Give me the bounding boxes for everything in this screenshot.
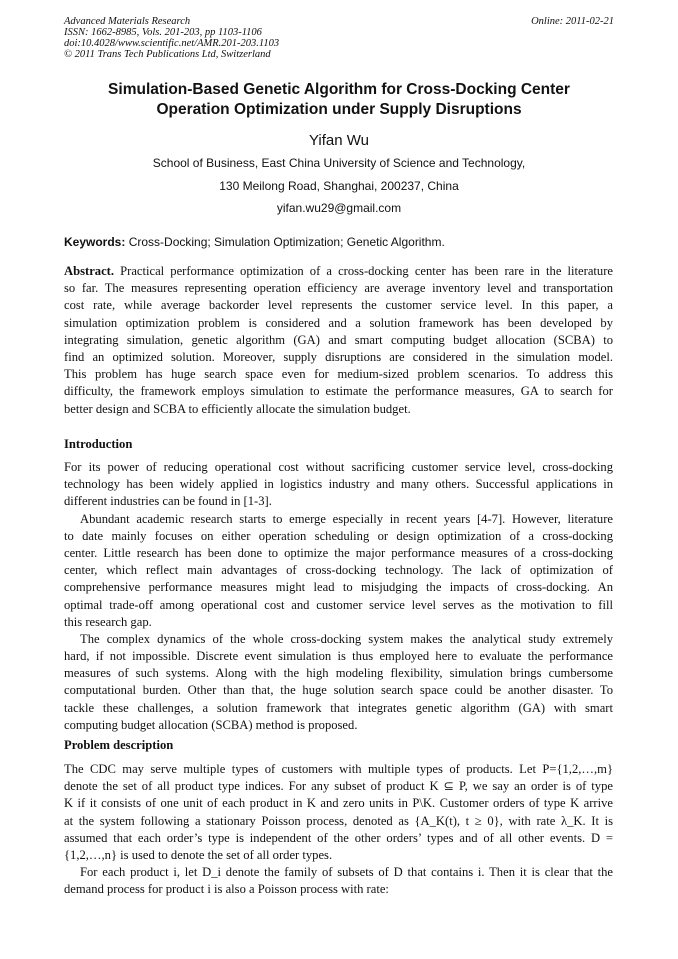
title-line: Simulation-Based Genetic Algorithm for Cross-Docking Center <box>108 81 570 98</box>
text-line: at the system following a stationary Poisson process, denoted as {A_K(t), t ≥ 0}, with rate λ_K. It is <box>64 813 613 828</box>
copyright: © 2011 Trans Tech Publications Ltd, Switzerland <box>64 49 271 60</box>
abstract-line <box>64 297 613 314</box>
text-line: denote the set of all product type indices. For any subset of product K ⊆ P, we say an order is of type <box>64 779 613 794</box>
paper-title <box>0 80 678 120</box>
title-line: Operation Optimization under Supply Disruptions <box>156 101 522 118</box>
text-line: hard, if not impossible. Discrete event simulation is thus employed here to evaluate the performance <box>64 649 613 664</box>
text-line: computational burden. Other than that, the huge solution search space could be another disaster. To <box>64 683 613 698</box>
text-line: this research gap. <box>64 614 152 629</box>
keywords-text: Cross-Docking; Simulation Optimization; Genetic Algorithm. <box>125 235 445 249</box>
introduction-paragraph <box>64 459 613 511</box>
text-line: demand process for product i is also a Poisson process with rate: <box>64 882 389 897</box>
abstract-line <box>64 401 613 418</box>
text-line: computing budget allocation (SCBA) method is proposed. <box>64 717 358 732</box>
abstract-line <box>64 383 613 400</box>
abstract-label: Abstract. <box>64 264 115 278</box>
abstract-line <box>64 349 613 366</box>
text-line: K if it consists of one unit of each product in K and zero units in P\K. Customer orders of type K arrive <box>64 796 613 811</box>
text-line: center, which reflect main advantages of cross-docking technology. The lack of optimization of <box>64 563 613 578</box>
abstract-text: integrating simulation, genetic algorithm (GA) and smart computing budget allocation (SCBA) to <box>64 332 613 347</box>
text-line: to date mainly focuses on either operation scheduling or design optimization of a cross-docking <box>64 528 613 543</box>
abstract-text: Practical performance optimization of a cross-docking center has been rare in the literature <box>114 264 613 278</box>
text-line: assumed that each order’s type is independent of the other orders’ types and of all other events. D = <box>64 830 613 845</box>
text-line: optimal trade-off among operational cost and customer service level serves as the motivation to fill <box>64 597 613 612</box>
text-line: Abundant academic research starts to emerge especially in recent years [4-7]. However, literature <box>80 511 613 526</box>
text-line: The complex dynamics of the whole cross-docking system makes the analytical study extremely <box>80 631 613 646</box>
text-line: center. Little research has been done to optimize the major performance measures of a cross-docking <box>64 545 613 560</box>
email: yifan.wu29@gmail.com <box>276 201 402 215</box>
text-line: technology has been widely applied in logistics industry and many others. Successful applications in <box>64 477 613 492</box>
text-line: For its power of reducing operational cost without sacrificing customer service level, cross-docking <box>64 460 613 474</box>
text-line: {1,2,…,n} is used to denote the set of all order types. <box>64 847 333 862</box>
introduction-body <box>64 459 613 734</box>
abstract-line <box>64 280 613 297</box>
abstract-line <box>64 366 613 383</box>
abstract-text: better design and SCBA to efficiently allocate the simulation budget. <box>64 401 411 416</box>
text-line: The CDC may serve multiple types of customers with multiple types of products. Let P={1,2,…,m} <box>64 762 613 776</box>
problem-body <box>64 761 613 899</box>
address: 130 Meilong Road, Shanghai, 200237, China <box>219 179 459 193</box>
issn: ISSN: 1662-8985, Vols. 201-203, pp 1103-1106 <box>64 27 262 38</box>
section-heading-problem: Problem description <box>64 738 174 752</box>
abstract-text: difficulty, the framework employs simulation to estimate the performance measures, GA to search for <box>64 384 613 399</box>
introduction-paragraph <box>64 631 613 734</box>
abstract-text: simulation optimization problem is considered and a solution framework has been developed by <box>64 315 613 330</box>
keywords-label: Keywords: <box>64 235 126 249</box>
abstract-text: This problem has huge search space even for medium-sized problem scenarios. To address this <box>64 367 613 382</box>
abstract-line <box>64 332 613 349</box>
problem-paragraph <box>64 864 613 898</box>
keywords <box>64 235 445 249</box>
text-line: tackle these challenges, a solution framework that integrates genetic algorithm (GA) with smart <box>64 700 613 715</box>
problem-paragraph <box>64 761 613 864</box>
affiliation: School of Business, East China University of Science and Technology, <box>152 156 526 170</box>
abstract-text: find an optimized solution. Moreover, supply disruptions are considered in the simulation model. <box>64 349 613 364</box>
abstract-text: so far. The measures representing operation efficiency are average inventory level and transportation <box>64 281 613 296</box>
abstract-line <box>64 263 613 280</box>
section-heading-introduction: Introduction <box>64 437 133 451</box>
introduction-paragraph <box>64 511 613 631</box>
text-line: For each product i, let D_i denote the family of subsets of D that contains i. Then it is clear that the <box>80 865 613 880</box>
abstract-text: cost rate, while average backorder level represents the customer service level. In this paper, a <box>64 298 613 313</box>
online-date: Online: 2011-02-21 <box>531 16 614 27</box>
text-line: different industries can be found in [1-3]. <box>64 494 272 509</box>
journal-info <box>64 16 279 60</box>
text-line: comprehensive performance measures might lead to misjudging the impacts of cross-docking. An <box>64 580 613 595</box>
text-line: measures of such systems. Along with the high modeling flexibility, simulation brings cumbersome <box>64 666 613 681</box>
journal-name: Advanced Materials Research <box>64 16 191 27</box>
abstract <box>64 263 613 418</box>
author: Yifan Wu <box>308 132 370 149</box>
doi: doi:10.4028/www.scientific.net/AMR.201-203.1103 <box>64 38 280 49</box>
abstract-line <box>64 315 613 332</box>
